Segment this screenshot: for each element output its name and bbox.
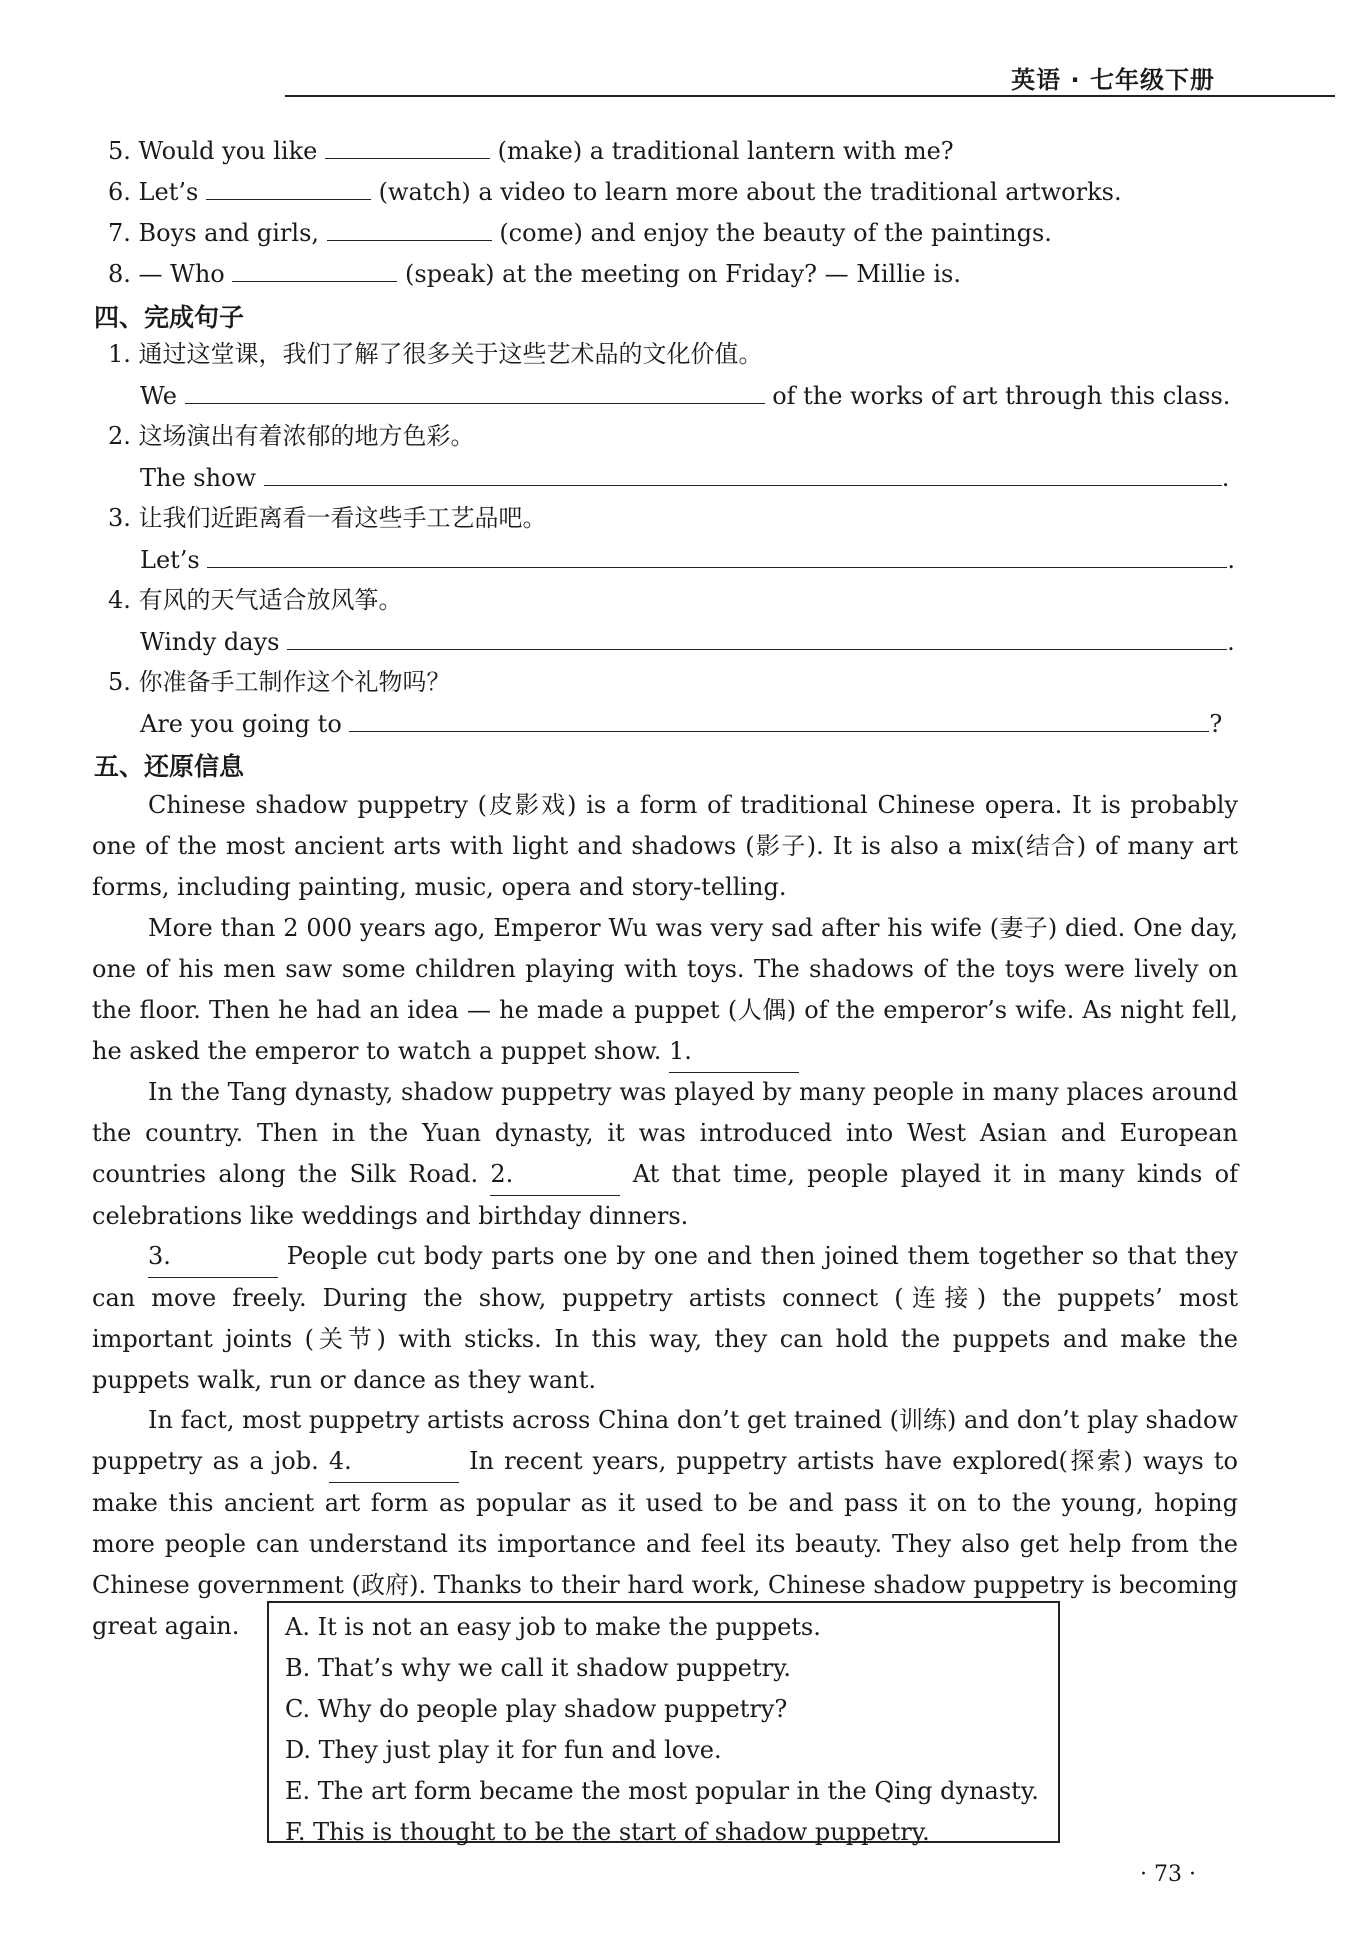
- option-b: B. That’s why we call it shadow puppetry.: [285, 1654, 792, 1682]
- paragraph: In fact, most puppetry artists across China don’t get trained (训练) and don’t play shadow puppetry as a job. 4. In recent years, puppetry artists have explored(探索) ways to make this ancient art form as popular as it used to be and pass it on to the young, hoping more people can understand its importance and feel its beauty. They also get help from the Chinese government (政府). Thanks to their hard work, Chinese shadow puppetry is becoming great again.: [92, 1406, 1238, 1640]
- paragraph: 3. People cut body parts one by one and then joined them together so that they can move freely. During the show, puppetry artists connect (连接) the puppets’ most important joints (关节) with sticks. In this way, they can hold the puppets and make the puppets walk, run or dance as they want.: [92, 1236, 1238, 1401]
- cn-prompt: 4. 有风的天气适合放风筝。: [108, 586, 403, 614]
- exercise-item: [108, 257, 961, 290]
- section-heading: 四、完成句子: [94, 303, 245, 332]
- en-sentence: Windy days .: [140, 625, 1235, 658]
- answer-blank-2[interactable]: 2.: [490, 1154, 620, 1196]
- item-number: 5.: [108, 137, 131, 165]
- answer-blank[interactable]: [206, 175, 371, 200]
- cn-prompt: 5. 你准备手工制作这个礼物吗？: [108, 668, 451, 696]
- item-hint: (make) a traditional lantern with me?: [497, 137, 954, 165]
- answer-blank[interactable]: [287, 625, 1227, 650]
- en-sentence: Are you going to ?: [140, 707, 1222, 740]
- answer-blank-4[interactable]: 4.: [329, 1441, 459, 1483]
- option-c: C. Why do people play shadow puppetry?: [285, 1695, 788, 1723]
- cn-prompt: 3. 让我们近距离看一看这些手工艺品吧。: [108, 504, 547, 532]
- item-hint: (watch) a video to learn more about the traditional artworks.: [378, 178, 1122, 206]
- item-text: — Who: [138, 260, 225, 288]
- answer-blank-3[interactable]: 3.: [148, 1236, 278, 1278]
- answer-blank[interactable]: [264, 461, 1222, 486]
- item-number: 7.: [108, 219, 131, 247]
- item-text: Would you like: [138, 137, 318, 165]
- answer-blank[interactable]: [207, 543, 1227, 568]
- answer-blank[interactable]: [327, 216, 492, 241]
- en-sentence: We of the works of art through this class.: [140, 379, 1230, 412]
- answer-blank[interactable]: [185, 379, 765, 404]
- item-text: Boys and girls,: [138, 219, 320, 247]
- option-d: D. They just play it for fun and love.: [285, 1736, 722, 1764]
- paragraph: In the Tang dynasty, shadow puppetry was played by many people in many places around the country. Then in the Yuan dynasty, it was introduced into West Asian and European countries along the Silk Road. 2. At that time, people played it in many kinds of celebrations like weddings and birthday dinners.: [92, 1078, 1238, 1230]
- paragraph: Chinese shadow puppetry (皮影戏) is a form of traditional Chinese opera. It is probably one of the most ancient arts with light and shadows (影子). It is also a mix(结合) of many art forms, including painting, music, opera and story-telling.: [92, 791, 1238, 901]
- cn-prompt: 1. 通过这堂课，我们了解了很多关于这些艺术品的文化价值。: [108, 340, 763, 368]
- answer-blank[interactable]: [325, 134, 490, 159]
- cn-prompt: 2. 这场演出有着浓郁的地方色彩。: [108, 422, 475, 450]
- options-box: [267, 1601, 1060, 1846]
- answer-blank[interactable]: [349, 707, 1209, 732]
- option-f: F. This is thought to be the start of shadow puppetry.: [285, 1818, 930, 1846]
- exercise-item: [108, 175, 1122, 208]
- exercise-item: [108, 134, 954, 167]
- option-a: A. It is not an easy job to make the puppets.: [285, 1613, 821, 1641]
- header-rule: [285, 95, 1335, 97]
- option-e: E. The art form became the most popular in the Qing dynasty.: [285, 1777, 1039, 1805]
- item-text: Let’s: [138, 178, 199, 206]
- item-hint: (speak) at the meeting on Friday? — Millie is.: [405, 260, 961, 288]
- paragraph: More than 2 000 years ago, Emperor Wu was very sad after his wife (妻子) died. One day, one of his men saw some children playing with toys. The shadows of the toys were lively on the floor. Then he had an idea — he made a puppet (人偶) of the emperor’s wife. As night fell, he asked the emperor to watch a puppet show. 1.: [92, 908, 1238, 1073]
- item-number: 6.: [108, 178, 131, 206]
- page-header-title: 英语 · 七年级下册: [1011, 66, 1215, 94]
- en-sentence: Let’s .: [140, 543, 1235, 576]
- answer-blank[interactable]: [232, 257, 397, 282]
- item-number: 8.: [108, 260, 131, 288]
- exercise-item: [108, 216, 1052, 249]
- page-number: · 73 ·: [1140, 1862, 1196, 1887]
- en-sentence: The show .: [140, 461, 1229, 494]
- item-hint: (come) and enjoy the beauty of the paintings.: [499, 219, 1052, 247]
- section-heading: 五、还原信息: [94, 752, 245, 781]
- answer-blank-1[interactable]: 1.: [669, 1031, 799, 1073]
